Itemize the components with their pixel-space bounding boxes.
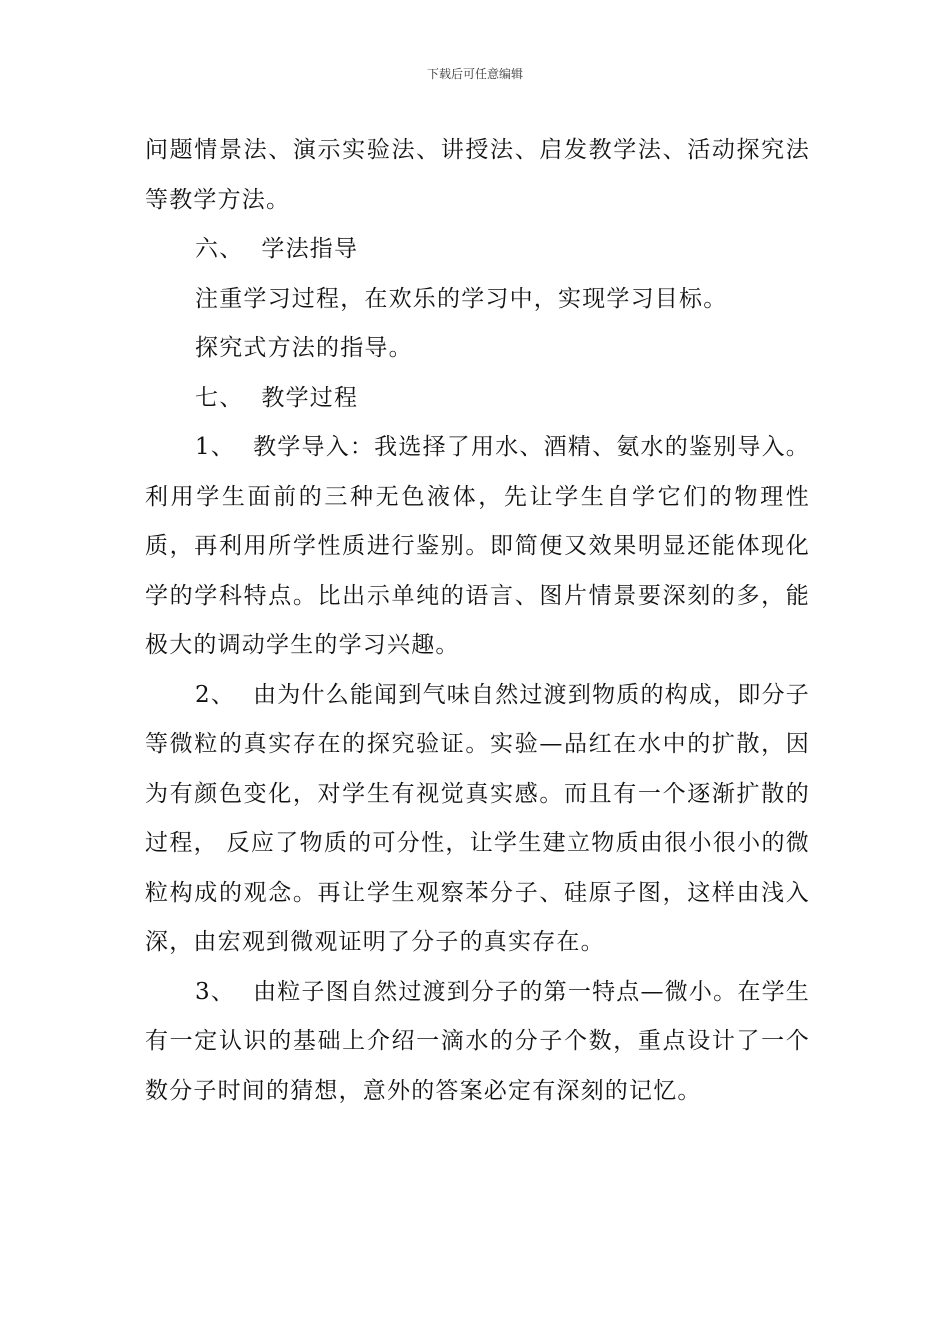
document-body	[145, 126, 810, 1116]
page-header: 下载后可任意编辑	[426, 67, 523, 81]
paragraph-text: 由粒子图自然过渡到分子的第一特点—微小。在学生有一定认识的基础上介绍一滴水的分子个数，重点设计了一个数分子时间的猜想，意外的答案必定有深刻的记忆。	[145, 978, 810, 1104]
section-heading-teaching-process	[145, 374, 810, 424]
list-item-number: 1、	[195, 434, 236, 460]
list-item-number: 3、	[195, 978, 236, 1005]
paragraph-study-process	[145, 275, 810, 325]
section-number: 六、	[195, 236, 244, 262]
section-heading-study-guidance	[145, 225, 810, 275]
list-item-1-introduction	[145, 423, 810, 671]
paragraph-text: 注重学习过程，在欢乐的学习中，实现学习目标。	[195, 285, 728, 312]
section-number: 七、	[195, 384, 244, 411]
paragraph-text: 探究式方法的指导。	[195, 335, 413, 361]
list-item-2-molecule-existence	[145, 671, 810, 968]
section-title: 教学过程	[261, 384, 359, 411]
paragraph-inquiry-method	[145, 324, 810, 374]
paragraph-teaching-methods	[145, 126, 810, 225]
list-item-number: 2、	[195, 681, 236, 708]
section-title: 学法指导	[261, 236, 359, 262]
paragraph-text: 由为什么能闻到气味自然过渡到物质的构成，即分子等微粒的真实存在的探究验证。实验—品红在水中的扩散，因为有颜色变化，对学生有视觉真实感。而且有一个逐渐扩散的过程， 反应了物质的可分性，让学生建立物质由很小很小的微粒构成的观念。再让学生观察苯分子、硅原子图，这样由浅入深，由宏观到微观证明了分子的真实存在。	[145, 681, 810, 955]
list-item-3-molecule-size	[145, 968, 810, 1117]
paragraph-text: 教学导入：我选择了用水、酒精、氨水的鉴别导入。利用学生面前的三种无色液体，先让学生自学它们的物理性质，再利用所学性质进行鉴别。即简便又效果明显还能体现化学的学科特点。比出示单纯的语言、图片情景要深刻的多，能极大的调动学生的学习兴趣。	[145, 434, 810, 658]
paragraph-text: 问题情景法、演示实验法、讲授法、启发教学法、活动探究法等教学方法。	[145, 137, 810, 213]
